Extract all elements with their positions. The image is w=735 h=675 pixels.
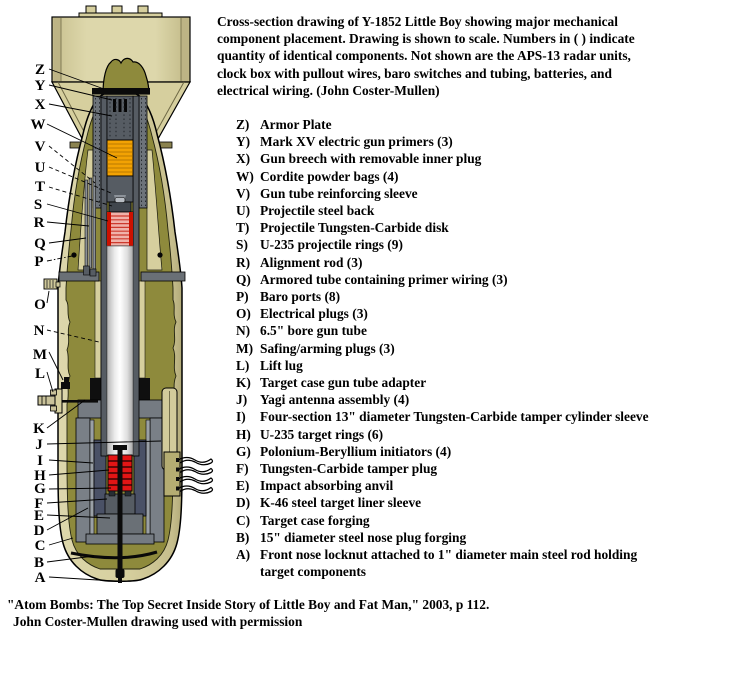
legend-text: Armored tube containing primer wiring (3) — [260, 271, 508, 287]
callout-letter: E — [33, 508, 45, 524]
legend-key: Z) — [236, 117, 250, 132]
legend-key: I) — [236, 409, 246, 425]
callout-letter: S — [33, 197, 43, 213]
callout-letter: I — [37, 453, 43, 469]
inner-casing-sliver — [95, 281, 101, 378]
legend-text: Projectile steel back — [260, 203, 375, 219]
rod-tip — [118, 578, 122, 583]
lift-lug-bolt — [51, 406, 57, 411]
callout-letter: J — [35, 437, 43, 453]
legend-item — [236, 460, 734, 477]
legend-key: N) — [236, 323, 251, 339]
callout-letter: Q — [34, 236, 46, 252]
legend-key: D) — [236, 495, 251, 511]
initiator — [109, 491, 115, 496]
legend-item — [236, 391, 734, 408]
callout-letter: M — [32, 347, 48, 363]
yagi-antenna-assembly — [162, 388, 213, 496]
legend-item — [236, 408, 734, 425]
legend-item — [236, 322, 734, 339]
legend-key: W) — [236, 168, 254, 184]
projectile-dome — [115, 198, 125, 203]
callout-letter: Y — [34, 78, 46, 94]
main-steel-rod — [118, 450, 123, 572]
legend-key: F) — [236, 461, 249, 477]
callout-letter: P — [34, 254, 44, 270]
callout-letter: W — [30, 117, 46, 133]
tube-foot — [90, 269, 96, 276]
callout-letter: G — [34, 481, 46, 497]
front-nose-locknut — [116, 569, 125, 578]
legend-item — [236, 168, 734, 185]
callout-letter: X — [34, 97, 46, 113]
legend-key: O) — [236, 306, 251, 322]
legend-key: U) — [236, 203, 251, 219]
baro-port — [71, 252, 76, 257]
callout-letter: F — [34, 496, 44, 512]
legend-key: X) — [236, 151, 251, 167]
legend-item — [236, 116, 734, 133]
gun-tube-wall — [133, 96, 139, 456]
legend-item — [236, 271, 734, 288]
legend-item — [236, 150, 734, 167]
legend-item — [236, 426, 734, 443]
legend-text: Electrical plugs (3) — [260, 306, 368, 322]
yagi-wire-pin — [176, 487, 179, 491]
legend-text: Projectile Tungsten-Carbide disk — [260, 220, 449, 236]
callout-letter: V — [34, 139, 46, 155]
legend-item — [236, 512, 734, 529]
callout-letter: K — [33, 421, 45, 437]
armor-plate — [92, 88, 150, 95]
yagi-antenna-wires — [178, 458, 213, 494]
legend-text: Target case gun tube adapter — [260, 375, 427, 391]
lift-lug-pin — [38, 396, 55, 405]
legend-key: G) — [236, 443, 251, 459]
legend-text: Four-section 13" diameter Tungsten-Carbide tamper cylinder sleeve — [260, 409, 649, 425]
description-line: Cross-section drawing of Y-1852 Little Boy showing major mechanical — [217, 14, 618, 29]
description-line: electrical wiring. (John Coster-Mullen) — [217, 82, 440, 98]
callout-letter: C — [34, 538, 46, 554]
legend-item — [236, 219, 734, 236]
legend-item — [236, 185, 734, 202]
legend-text: Tungsten-Carbide tamper plug — [260, 461, 438, 477]
legend-key: M) — [236, 340, 254, 356]
yagi-wire-pin — [176, 468, 179, 472]
callout-letter: N — [33, 323, 45, 339]
alignment-rod — [93, 176, 96, 269]
description-line: component placement. Drawing is shown to scale. Numbers in ( ) indicate — [217, 31, 635, 47]
tail-box-edge — [182, 18, 189, 81]
legend-key: T) — [236, 220, 250, 236]
legend-key: S) — [236, 237, 248, 253]
legend-text: 15" diameter steel nose plug forging — [260, 529, 467, 545]
u235-projectile-rings — [107, 212, 133, 246]
legend-text: Front nose locknut attached to 1" diameter main steel rod holding target components — [260, 547, 638, 580]
legend-item — [236, 340, 734, 357]
gun-primer — [113, 99, 116, 112]
electrical-plug-nub — [56, 282, 60, 287]
legend-text: Yagi antenna assembly (4) — [260, 392, 410, 408]
gun-primer — [124, 99, 127, 112]
legend-key: B) — [236, 529, 250, 545]
citation — [7, 596, 727, 630]
legend-key: L) — [236, 357, 250, 373]
description-block — [217, 13, 733, 99]
callout-letter: U — [34, 160, 46, 176]
legend-text: Lift lug — [260, 357, 303, 373]
lug-bolt-shaft — [62, 400, 98, 403]
legend-text: Gun breech with removable inner plug — [260, 151, 482, 167]
legend-text: Impact absorbing anvil — [260, 478, 394, 494]
legend-key: A) — [236, 547, 251, 563]
legend-key: H) — [236, 426, 251, 442]
legend-text: Alignment rod (3) — [260, 254, 363, 270]
legend-text: U-235 projectile rings (9) — [260, 237, 403, 253]
legend-item — [236, 236, 734, 253]
legend-key: P) — [236, 289, 249, 305]
baro-port — [157, 252, 162, 257]
yagi-wire-pin — [176, 458, 179, 462]
description-line: quantity of identical components. Not shown are the APS-13 radar units, — [217, 48, 631, 64]
bulkhead-shelf — [141, 272, 185, 281]
legend-text: Polonium-Beryllium initiators (4) — [260, 443, 452, 459]
legend-text: Target case forging — [260, 512, 370, 528]
legend-item — [236, 494, 734, 511]
legend-item — [236, 357, 734, 374]
legend-key: K) — [236, 375, 251, 391]
legend-text: Armor Plate — [260, 117, 332, 132]
gun-primer — [119, 99, 122, 112]
lift-lug-bolt — [51, 390, 57, 395]
callout-letter: T — [34, 179, 46, 195]
callout-letter: R — [33, 215, 45, 231]
legend-item — [236, 305, 734, 322]
target-case-wall — [76, 418, 90, 542]
gun-tube-bore — [107, 246, 133, 455]
legend-text: K-46 steel target liner sleeve — [260, 495, 422, 511]
cordite-bags — [107, 140, 133, 176]
yagi-wire-pin — [176, 477, 179, 481]
callout-letter: D — [33, 523, 45, 539]
rod-locknut-cap — [113, 445, 127, 450]
legend-item — [236, 133, 734, 150]
legend-list — [236, 116, 734, 580]
legend-item — [236, 374, 734, 391]
callout-letter: L — [34, 366, 46, 382]
tungsten-carbide-disk — [109, 202, 131, 212]
legend-key: R) — [236, 254, 251, 270]
legend-text: Gun tube reinforcing sleeve — [260, 185, 418, 201]
callout-letters — [31, 62, 48, 586]
legend-text: Mark XV electric gun primers (3) — [260, 134, 453, 150]
legend-key: C) — [236, 512, 251, 528]
legend-key: J) — [236, 392, 248, 408]
callout-letter: A — [34, 570, 46, 586]
legend-key: E) — [236, 478, 250, 494]
armored-primer-tube — [89, 178, 92, 268]
legend-item — [236, 546, 734, 580]
legend-key: Y) — [236, 134, 251, 150]
description-line: clock box with pullout wires, baro switches and tubing, batteries, and — [217, 65, 612, 81]
safing-arming-plug — [61, 382, 70, 389]
legend-item — [236, 202, 734, 219]
target-liner-sleeve — [146, 420, 150, 536]
callout-letter: Z — [34, 62, 46, 78]
citation-line1: "Atom Bombs: The Top Secret Inside Story of Little Boy and Fat Man," 2003, p 112. — [7, 597, 490, 612]
target-liner-sleeve — [90, 420, 94, 536]
leader-line — [47, 372, 53, 392]
callout-letter: B — [33, 555, 45, 571]
legend-item — [236, 254, 734, 271]
callout-letter: O — [34, 297, 46, 313]
initiator — [125, 491, 131, 496]
legend-text: U-235 target rings (6) — [260, 426, 384, 442]
legend-text: Safing/arming plugs (3) — [260, 340, 395, 356]
legend-item — [236, 477, 734, 494]
legend-item — [236, 288, 734, 305]
armored-primer-tube — [85, 180, 88, 266]
legend-text: Cordite powder bags (4) — [260, 168, 399, 184]
legend-text: 6.5" bore gun tube — [260, 323, 367, 339]
legend-text: Baro ports (8) — [260, 289, 341, 305]
legend-key: V) — [236, 185, 251, 201]
callout-letter: H — [34, 468, 46, 484]
inner-casing-sliver — [139, 281, 145, 378]
leader-line — [47, 291, 49, 303]
legend-item — [236, 443, 734, 460]
legend-key: Q) — [236, 271, 251, 287]
tube-foot — [84, 266, 90, 275]
bomb-cross-section-diagram — [0, 0, 232, 606]
gun-tube-wall — [101, 96, 107, 456]
legend-item — [236, 529, 734, 546]
citation-line2: John Coster-Mullen drawing used with permission — [13, 614, 303, 630]
electrical-plug — [44, 279, 57, 289]
